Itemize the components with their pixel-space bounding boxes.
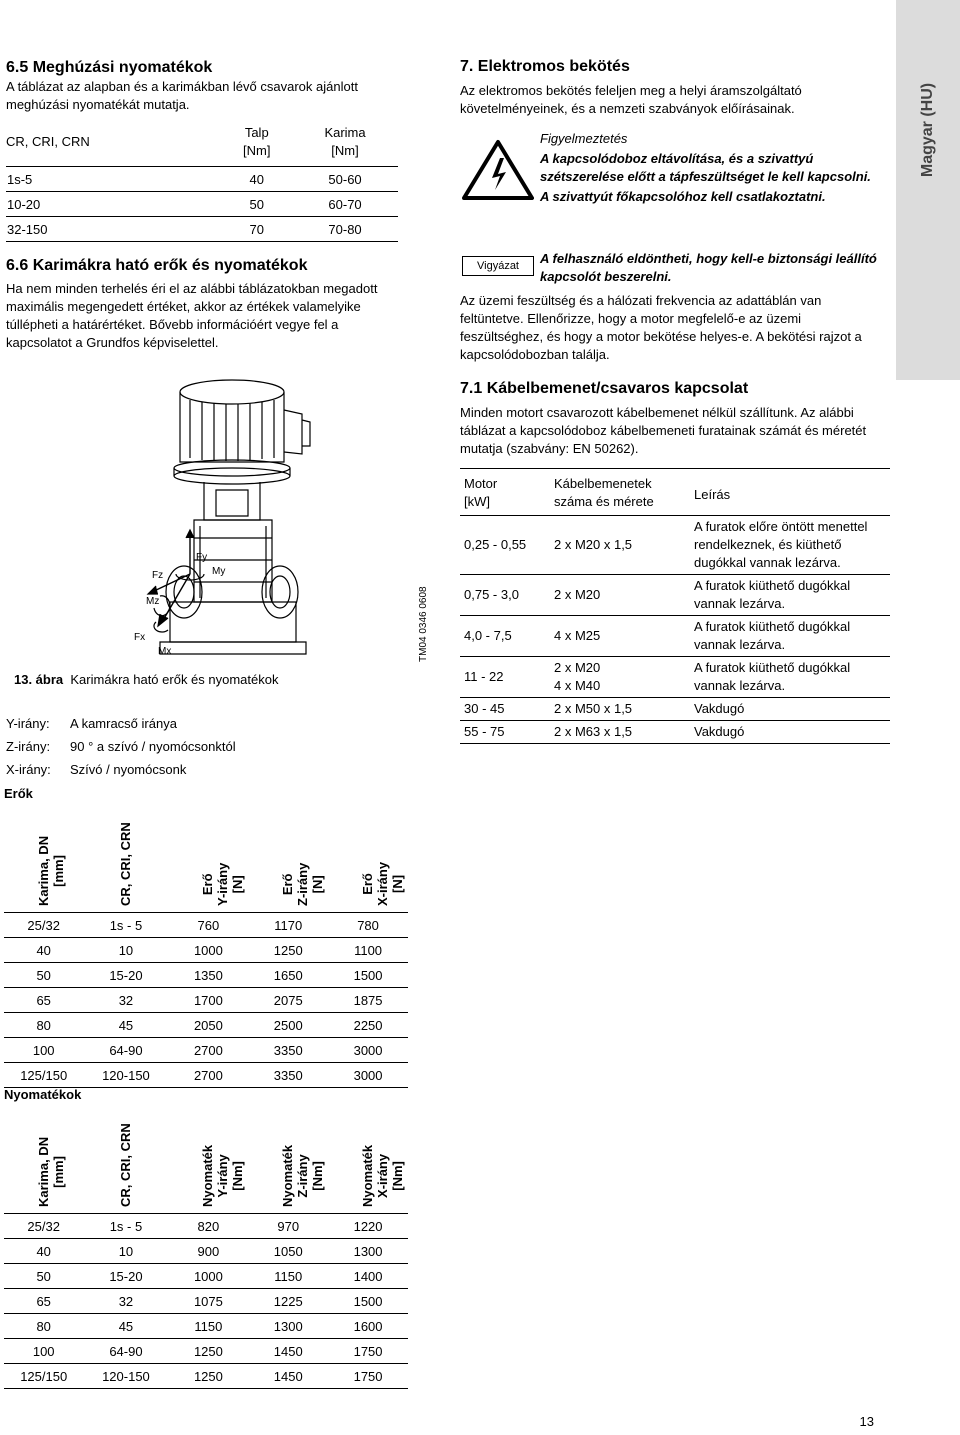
section-6-6-title: 6.6 Karimákra ható erők és nyomatékok xyxy=(6,257,308,274)
table-cell: 1100 xyxy=(328,938,408,963)
warning-block xyxy=(460,130,880,250)
entry-value: 2 x M63 x 1,5 xyxy=(554,724,633,739)
right-column xyxy=(460,58,880,744)
motor-cell: 55 - 75 xyxy=(460,721,550,744)
table-cell: 125/150 xyxy=(4,1063,83,1088)
figure-reference: TM04 0346 0608 xyxy=(418,586,429,662)
section-6-6-text: Ha nem minden terhelés éri el az alábbi táblázatokban megadott maximális megengedett értéket, akkor az értékek valamelyike túllépheti a határértéket. Bővebb információért vegye fel a kapcsolatot a Grundfos képviselettel. xyxy=(6,281,378,350)
table-cell: 1000 xyxy=(169,1264,249,1289)
table-cell: 1150 xyxy=(169,1314,249,1339)
table-cell: 45 xyxy=(83,1314,168,1339)
entry-value: 4 x M25 xyxy=(554,628,601,643)
table-cell: 1250 xyxy=(169,1364,249,1389)
warning-title: Figyelmeztetés xyxy=(540,131,628,146)
col-header-model: CR, CRI, CRN xyxy=(6,134,90,149)
pump-figure xyxy=(120,370,450,670)
entry-value: 4 x M40 xyxy=(554,678,601,693)
label-fx: Fx xyxy=(134,632,146,643)
rotated-column-header: Erő Z-irány [N] xyxy=(248,812,328,913)
table-cell: 65 xyxy=(4,1289,83,1314)
motor-cell: 0,25 - 0,55 xyxy=(460,516,550,575)
table-cell: 1s-5 xyxy=(6,167,221,192)
table-cell: 100 xyxy=(4,1038,83,1063)
table-row xyxy=(4,913,408,938)
table-cell: 32 xyxy=(83,988,168,1013)
table-cell: 1250 xyxy=(248,938,328,963)
motor-cell: 30 - 45 xyxy=(460,698,550,721)
page-number: 13 xyxy=(859,1414,874,1429)
language-label: Magyar (HU) xyxy=(919,82,936,178)
direction-list xyxy=(6,712,236,781)
direction-key: Y-irány: xyxy=(6,716,50,731)
left-column xyxy=(6,58,406,352)
table-cell: 2250 xyxy=(328,1013,408,1038)
table-cell: 3000 xyxy=(328,1063,408,1088)
table-cell: 10 xyxy=(83,938,168,963)
table-cell: 780 xyxy=(328,913,408,938)
entry-value: 2 x M20 x 1,5 xyxy=(554,537,633,552)
table-cell: 120-150 xyxy=(83,1063,168,1088)
caution-block xyxy=(460,250,880,288)
entries-cell xyxy=(550,575,690,616)
table-cell: 1220 xyxy=(328,1214,408,1239)
table-cell: 15-20 xyxy=(83,1264,168,1289)
table-cell: 50 xyxy=(221,192,292,217)
warning-text-2: A szivattyút főkapcsolóhoz kell csatlakoztatni. xyxy=(540,189,826,204)
table-row xyxy=(460,516,890,575)
description-cell: Vakdugó xyxy=(690,721,890,744)
table-cell: 50 xyxy=(4,963,83,988)
col-header-flange: Karima [Nm] xyxy=(324,125,366,158)
table-cell: 25/32 xyxy=(4,913,83,938)
table-cell: 1450 xyxy=(248,1364,328,1389)
table-cell: 65 xyxy=(4,988,83,1013)
table-cell: 3350 xyxy=(248,1038,328,1063)
table-cell: 1500 xyxy=(328,963,408,988)
table-cell: 1225 xyxy=(248,1289,328,1314)
warning-icon xyxy=(462,138,534,202)
table-cell: 80 xyxy=(4,1013,83,1038)
table-row xyxy=(460,616,890,657)
label-my: My xyxy=(212,566,226,577)
table-cell: 10 xyxy=(83,1239,168,1264)
table-row xyxy=(4,1314,408,1339)
label-fy: Fy xyxy=(196,552,208,563)
motor-cell: 0,75 - 3,0 xyxy=(460,575,550,616)
forces-table xyxy=(4,812,408,1088)
section-7-1-title: 7.1 Kábelbemenet/csavaros kapcsolat xyxy=(460,380,749,397)
label-mx: Mx xyxy=(158,646,172,657)
table-cell: 1450 xyxy=(248,1339,328,1364)
caution-label: Vigyázat xyxy=(462,256,534,276)
entry-value: 2 x M20 xyxy=(554,587,601,602)
table-cell: 1170 xyxy=(248,913,328,938)
table-row xyxy=(4,1214,408,1239)
table-row xyxy=(4,1239,408,1264)
description-cell: Vakdugó xyxy=(690,698,890,721)
table-row xyxy=(4,1264,408,1289)
col-header-description: Leírás xyxy=(690,469,890,516)
table-cell: 1000 xyxy=(169,938,249,963)
torques-title: Nyomatékok xyxy=(4,1087,82,1102)
entries-cell xyxy=(550,516,690,575)
direction-value: 90 ° a szívó / nyomócsonktól xyxy=(70,739,236,754)
table-cell: 1350 xyxy=(169,963,249,988)
entries-cell xyxy=(550,657,690,698)
description-cell: A furatok előre öntött menettel rendelkeznek, és kiüthető dugókkal vannak lezárva. xyxy=(690,516,890,575)
motor-cell: 4,0 - 7,5 xyxy=(460,616,550,657)
table-cell: 1150 xyxy=(248,1264,328,1289)
table-cell: 1250 xyxy=(169,1339,249,1364)
table-cell: 2500 xyxy=(248,1013,328,1038)
table-cell: 1700 xyxy=(169,988,249,1013)
table-cell: 40 xyxy=(221,167,292,192)
table-cell: 40 xyxy=(4,1239,83,1264)
entry-value: 2 x M20 xyxy=(554,660,601,675)
entries-cell xyxy=(550,721,690,744)
table-cell: 3000 xyxy=(328,1038,408,1063)
direction-value: Szívó / nyomócsonk xyxy=(70,762,187,777)
table-cell: 3350 xyxy=(248,1063,328,1088)
table-cell: 70-80 xyxy=(292,217,398,242)
section-7-text: Az elektromos bekötés feleljen meg a helyi áramszolgáltató követelményeinek, és a nemzeti szabványok előírásainak. xyxy=(460,83,802,116)
section-7-text-2: Az üzemi feszültség és a hálózati frekvencia az adattáblán van feltüntetve. Ellenőrizze, hogy a motor megfelelő-e az üzemi feszültséghez, és hogy a motor bekötése helyes-e. A bekötési rajzot a kapcsolódobozban találja. xyxy=(460,293,862,362)
cable-entry-table xyxy=(460,468,890,744)
entries-cell xyxy=(550,616,690,657)
table-row xyxy=(4,988,408,1013)
figure-caption-text: Karimákra ható erők és nyomatékok xyxy=(70,672,279,687)
label-fz: Fz xyxy=(152,570,164,581)
table-row xyxy=(4,963,408,988)
table-cell: 1050 xyxy=(248,1239,328,1264)
torques-table xyxy=(4,1113,408,1389)
table-cell: 2050 xyxy=(169,1013,249,1038)
col-header-foot: Talp [Nm] xyxy=(243,125,271,158)
rotated-column-header: Erő X-irány [N] xyxy=(328,812,408,913)
table-cell: 50 xyxy=(4,1264,83,1289)
rotated-column-header: Nyomaték Z-irány [Nm] xyxy=(248,1113,328,1214)
table-cell: 45 xyxy=(83,1013,168,1038)
table-row xyxy=(4,1339,408,1364)
table-cell: 70 xyxy=(221,217,292,242)
warning-text: A kapcsolódoboz eltávolítása, és a szivattyú szétszerelése előtt a tápfeszültséget le kell kapcsolni. xyxy=(540,151,871,184)
rotated-column-header: CR, CRI, CRN xyxy=(83,1113,168,1214)
table-row xyxy=(460,575,890,616)
col-header-entries: Kábelbemenetek száma és mérete xyxy=(550,469,690,516)
table-cell: 1s - 5 xyxy=(83,913,168,938)
table-cell: 32 xyxy=(83,1289,168,1314)
direction-key: X-irány: xyxy=(6,762,51,777)
rotated-column-header: CR, CRI, CRN xyxy=(83,812,168,913)
col-header-motor: Motor [kW] xyxy=(460,469,550,516)
description-cell: A furatok kiüthető dugókkal vannak lezárva. xyxy=(690,616,890,657)
table-cell: 1400 xyxy=(328,1264,408,1289)
table-cell: 120-150 xyxy=(83,1364,168,1389)
table-cell: 50-60 xyxy=(292,167,398,192)
direction-key: Z-irány: xyxy=(6,739,51,754)
entries-cell xyxy=(550,698,690,721)
section-7-title: 7. Elektromos bekötés xyxy=(460,58,630,75)
table-cell: 1075 xyxy=(169,1289,249,1314)
section-6-5-text: A táblázat az alapban és a karimákban lévő csavarok ajánlott meghúzási nyomatékát mutatja. xyxy=(6,79,358,112)
table-row xyxy=(460,721,890,744)
table-cell: 125/150 xyxy=(4,1364,83,1389)
table-cell: 32-150 xyxy=(6,217,221,242)
table-cell: 1750 xyxy=(328,1339,408,1364)
table-cell: 80 xyxy=(4,1314,83,1339)
table-row xyxy=(4,1038,408,1063)
rotated-column-header: Karima, DN [mm] xyxy=(4,1113,83,1214)
table-cell: 760 xyxy=(169,913,249,938)
table-cell: 64-90 xyxy=(83,1038,168,1063)
table-cell: 25/32 xyxy=(4,1214,83,1239)
table-cell: 1600 xyxy=(328,1314,408,1339)
entry-value: 2 x M50 x 1,5 xyxy=(554,701,633,716)
table-cell: 820 xyxy=(169,1214,249,1239)
table-cell: 900 xyxy=(169,1239,249,1264)
table-cell: 1750 xyxy=(328,1364,408,1389)
table-row xyxy=(4,938,408,963)
section-7-1-text: Minden motort csavarozott kábelbemenet nélkül szállítunk. Az alábbi táblázat a kapcsolódoboz kábelbemeneti furatainak számát és méretét mutatja (szabvány: EN 50262). xyxy=(460,405,867,456)
rotated-column-header: Karima, DN [mm] xyxy=(4,812,83,913)
forces-title: Erők xyxy=(4,786,33,801)
table-cell: 970 xyxy=(248,1214,328,1239)
table-cell: 1s - 5 xyxy=(83,1214,168,1239)
caution-text: A felhasználó eldöntheti, hogy kell-e biztonsági leállító kapcsolót beszerelni. xyxy=(540,251,877,284)
table-row xyxy=(4,1063,408,1088)
table-cell: 100 xyxy=(4,1339,83,1364)
table-cell: 2075 xyxy=(248,988,328,1013)
table-row xyxy=(460,698,890,721)
table-cell: 40 xyxy=(4,938,83,963)
table-cell: 2700 xyxy=(169,1063,249,1088)
table-row xyxy=(4,1013,408,1038)
table-cell: 60-70 xyxy=(292,192,398,217)
table-row xyxy=(460,657,890,698)
description-cell: A furatok kiüthető dugókkal vannak lezárva. xyxy=(690,657,890,698)
rotated-column-header: Nyomaték Y-irány [Nm] xyxy=(169,1113,249,1214)
table-cell: 1300 xyxy=(328,1239,408,1264)
description-cell: A furatok kiüthető dugókkal vannak lezárva. xyxy=(690,575,890,616)
table-cell: 1650 xyxy=(248,963,328,988)
table-cell: 10-20 xyxy=(6,192,221,217)
torque-table xyxy=(6,124,398,242)
table-cell: 15-20 xyxy=(83,963,168,988)
figure-number: 13. ábra xyxy=(14,672,64,687)
label-mz: Mz xyxy=(146,596,160,607)
section-6-5-title: 6.5 Meghúzási nyomatékok xyxy=(6,59,213,76)
figure-caption xyxy=(14,672,279,687)
rotated-column-header: Erő Y-irány [N] xyxy=(169,812,249,913)
table-cell: 2700 xyxy=(169,1038,249,1063)
table-cell: 1875 xyxy=(328,988,408,1013)
table-row xyxy=(4,1364,408,1389)
table-cell: 1300 xyxy=(248,1314,328,1339)
motor-cell: 11 - 22 xyxy=(460,657,550,698)
table-cell: 64-90 xyxy=(83,1339,168,1364)
table-row xyxy=(4,1289,408,1314)
table-cell: 1500 xyxy=(328,1289,408,1314)
direction-value: A kamracső iránya xyxy=(70,716,177,731)
rotated-column-header: Nyomaték X-irány [Nm] xyxy=(328,1113,408,1214)
language-tab xyxy=(896,0,960,380)
